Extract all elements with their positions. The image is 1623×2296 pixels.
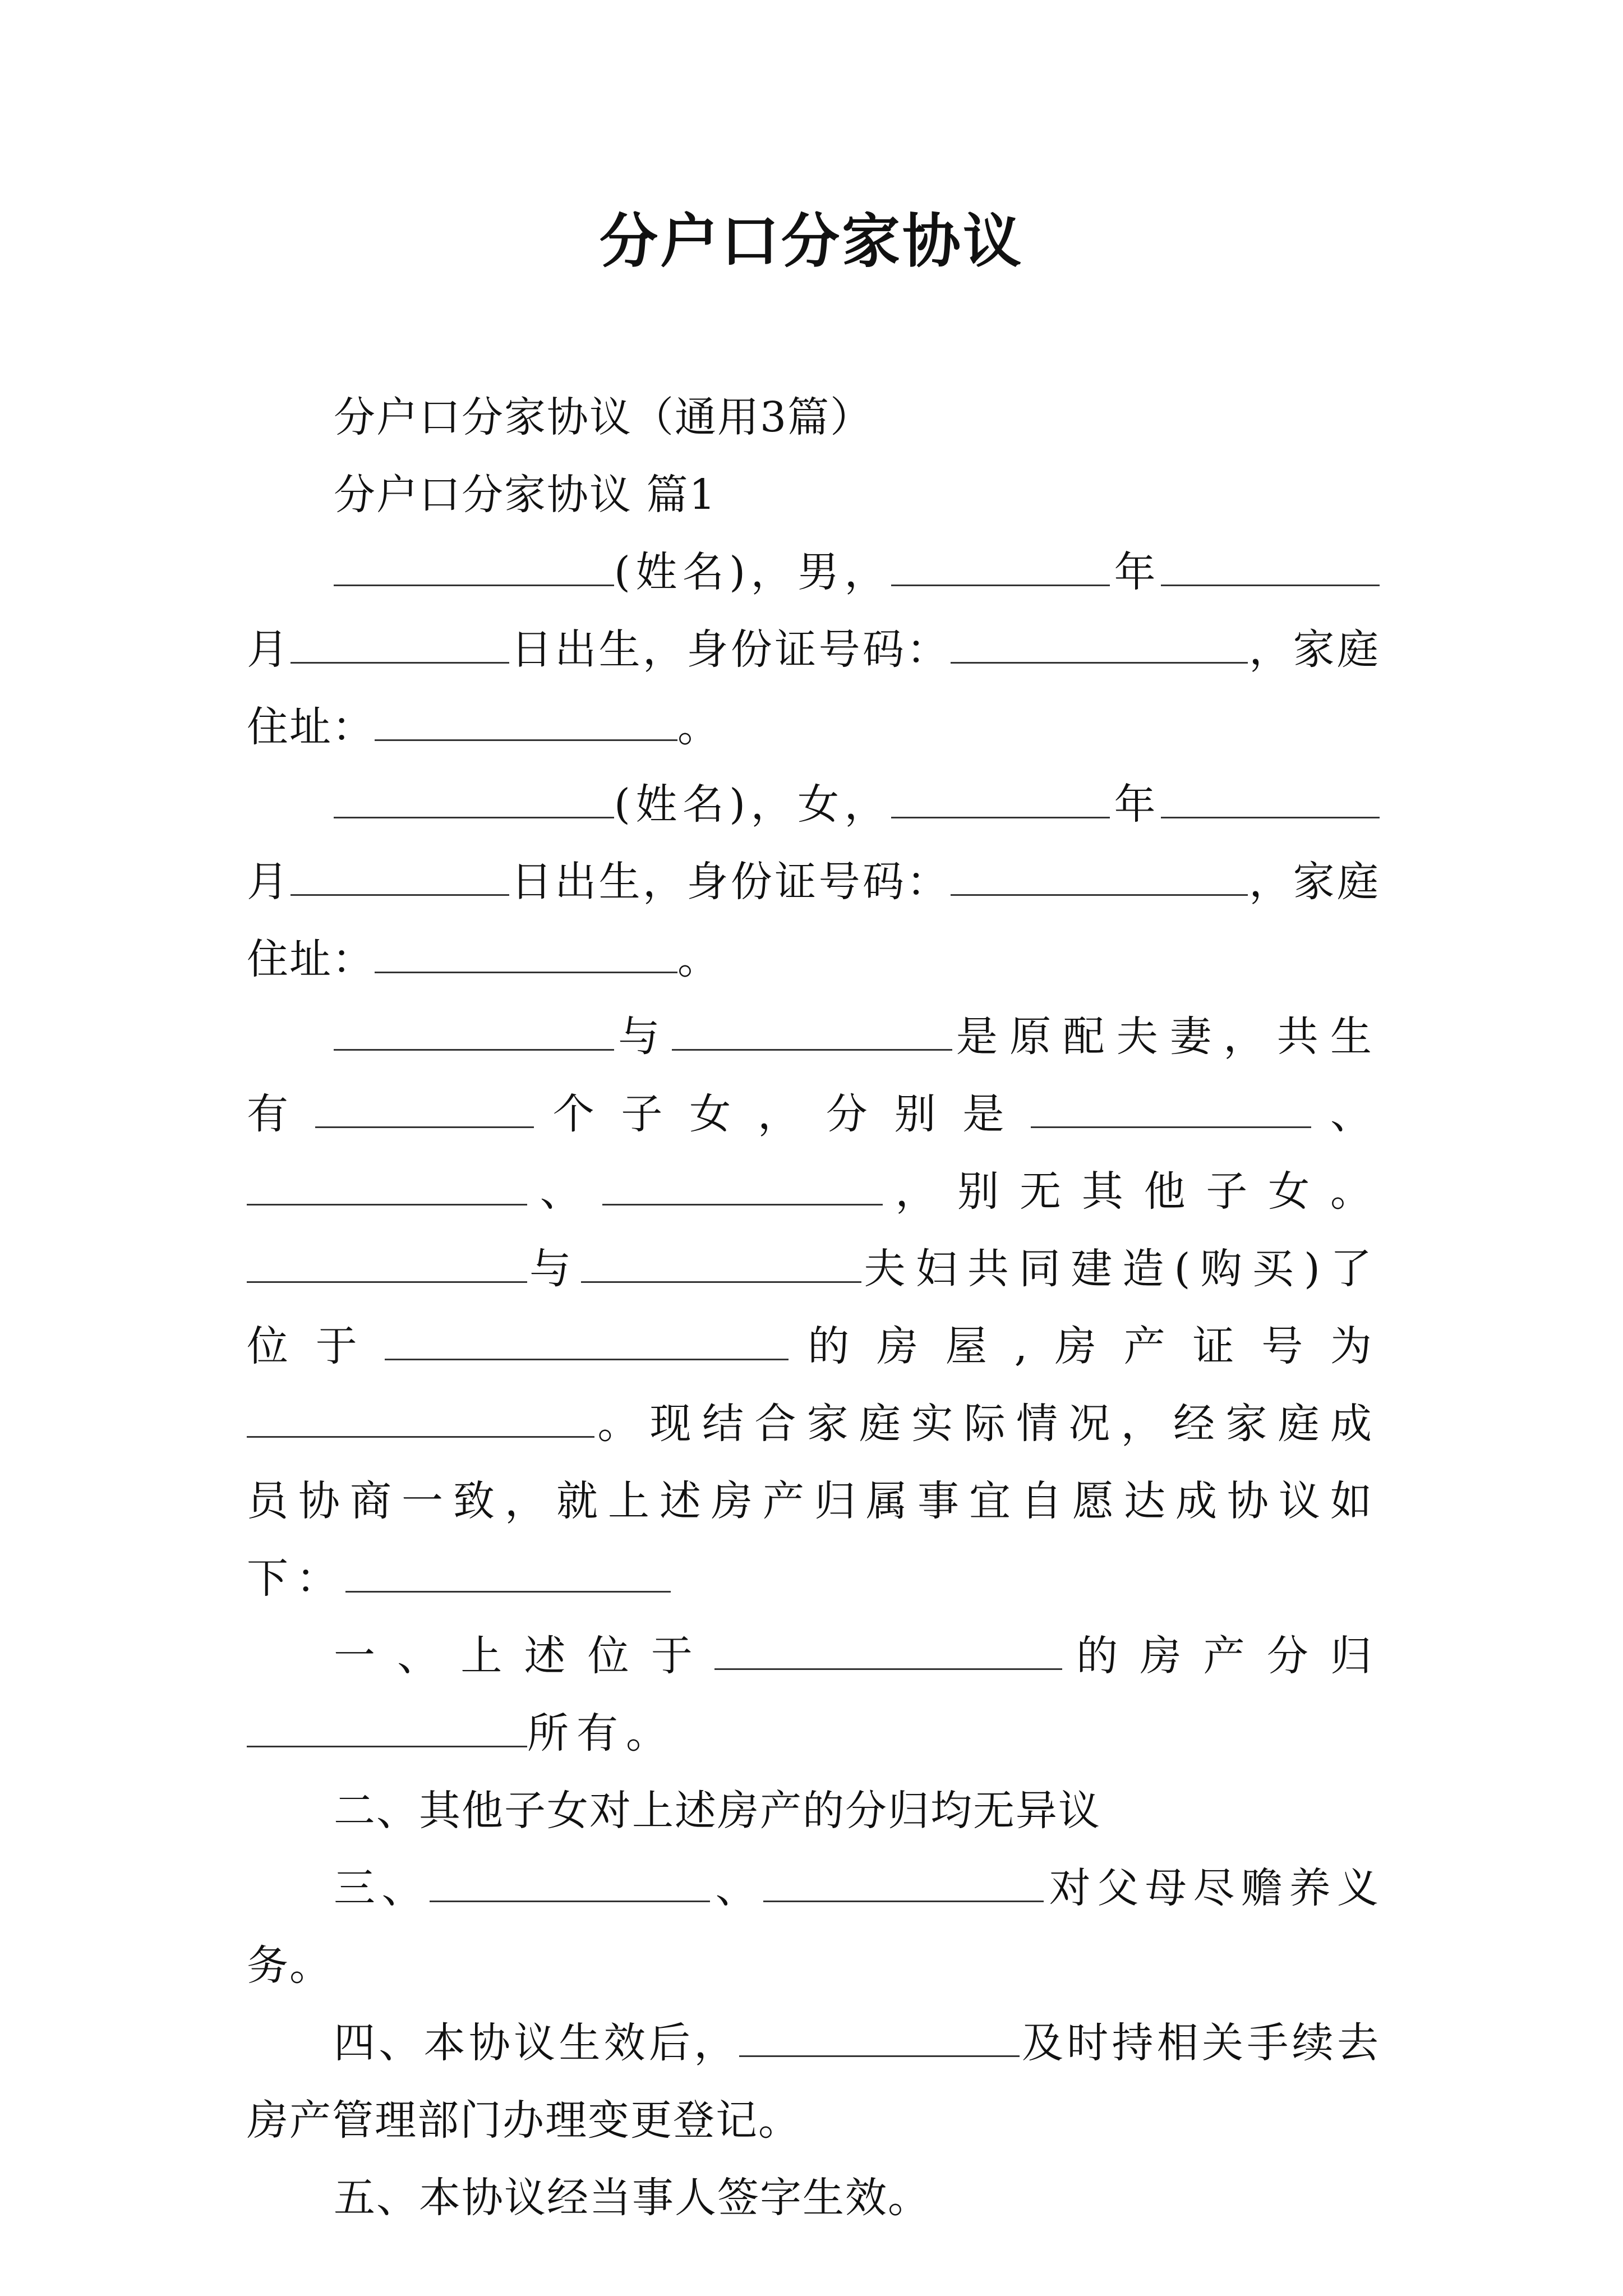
blank-field xyxy=(291,623,509,664)
clause-text: 一、上述位于 xyxy=(334,1632,715,1680)
blank-field xyxy=(763,1861,1044,1902)
clause-text: 、 xyxy=(710,1864,764,1912)
clause-text: 四、本协议生效后， xyxy=(334,2019,739,2067)
clause-text: ，家庭住址： xyxy=(247,625,1380,751)
clause-text: 及时持相关手续去房产管理部门办理变更登记。 xyxy=(247,2019,1380,2145)
clause-text: (姓名)，男， xyxy=(614,548,892,596)
blank-field xyxy=(672,1010,952,1051)
clause-text: 月 xyxy=(247,858,291,906)
blank-field xyxy=(375,932,677,973)
clause-text: 夫妇共同建造(购买)了位于 xyxy=(247,1245,1380,1370)
blank-field xyxy=(430,1861,710,1902)
document-title: 分户口分家协议 xyxy=(599,206,1023,275)
blank-field xyxy=(891,777,1110,818)
clause-text: 个子女，分别是 xyxy=(533,1090,1031,1138)
clause-text: 所有。 xyxy=(527,1709,675,1757)
clause-text: (姓名)，女， xyxy=(614,780,892,829)
clause-item-5: 五、本协议经当事人签字生效。 xyxy=(334,2174,930,2222)
clause-text: 的房屋,房产证号为 xyxy=(788,1322,1380,1370)
blank-field xyxy=(334,545,614,586)
blank-field xyxy=(891,545,1110,586)
blank-field xyxy=(345,1552,671,1593)
clause-text: ，家庭住址： xyxy=(247,858,1380,983)
clause-text: 的房产分归 xyxy=(1062,1632,1380,1680)
paragraph-wife xyxy=(247,766,1380,998)
blank-field xyxy=(247,1165,527,1205)
blank-field xyxy=(1161,545,1380,586)
blank-field xyxy=(291,855,509,896)
blank-field xyxy=(581,1242,861,1283)
clause-item-1 xyxy=(247,1617,1380,1772)
clause-text: 三、 xyxy=(334,1864,430,1912)
blank-field xyxy=(385,1319,789,1360)
clause-text: 日出生，身份证号码： xyxy=(509,625,951,674)
clause-text: 。 xyxy=(677,703,720,751)
blank-field xyxy=(375,700,677,741)
blank-field xyxy=(334,777,614,818)
clause-text: 日出生，身份证号码： xyxy=(509,858,951,906)
clause-text: 、 xyxy=(527,1167,602,1216)
blank-field xyxy=(739,2016,1020,2057)
clause-text: 年 xyxy=(1110,780,1161,829)
clause-text: 月 xyxy=(247,625,291,674)
blank-field xyxy=(951,855,1248,896)
document-subtitle: 分户口分家协议（通用3篇） xyxy=(334,393,873,441)
section-heading: 分户口分家协议 篇1 xyxy=(334,471,717,519)
clause-text: 。现结合家庭实际情况，经家庭成员协商一致，就上述房产归属事宜自愿达成协议如下： xyxy=(247,1400,1380,1603)
blank-field xyxy=(714,1629,1062,1670)
blank-field xyxy=(334,1010,614,1051)
blank-field xyxy=(247,1706,527,1747)
clause-item-4 xyxy=(247,2004,1380,2159)
blank-field xyxy=(951,623,1248,664)
clause-text: 、 xyxy=(1311,1090,1380,1138)
document-body xyxy=(247,379,1380,2237)
clause-item-3 xyxy=(247,1849,1380,2004)
clause-text: 与 xyxy=(614,1013,672,1061)
blank-field xyxy=(247,1242,527,1283)
clause-text: 年 xyxy=(1110,548,1161,596)
paragraph-marriage xyxy=(247,998,1380,1617)
clause-text: 与 xyxy=(527,1245,582,1293)
clause-item-2: 二、其他子女对上述房产的分归均无异议 xyxy=(334,1787,1101,1835)
blank-field xyxy=(315,1087,534,1128)
blank-field xyxy=(1161,777,1380,818)
blank-field xyxy=(1031,1087,1311,1128)
blank-field xyxy=(602,1165,883,1205)
clause-text: 对父母尽赡养义务。 xyxy=(247,1864,1380,1990)
paragraph-husband xyxy=(247,533,1380,766)
blank-field xyxy=(247,1397,594,1438)
clause-text: 。 xyxy=(677,935,720,983)
clause-text: 是原配夫妻，共生有 xyxy=(247,1013,1380,1138)
clause-text: ，别无其他子女。 xyxy=(882,1167,1380,1216)
